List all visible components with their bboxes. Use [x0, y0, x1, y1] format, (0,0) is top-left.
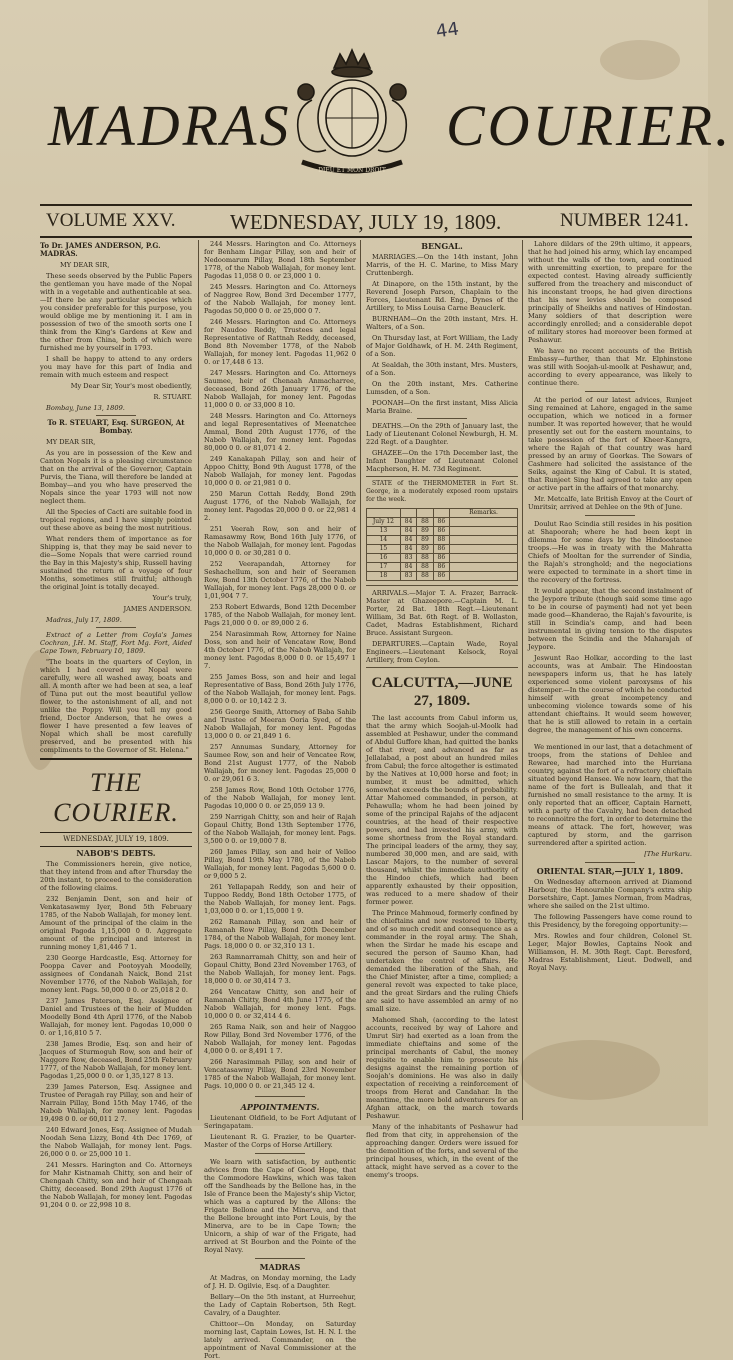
column-4: [528, 240, 692, 1120]
claim-entry: 257 Annumas Sundary, Attorney for Saumee Row, son and heir of Vencatee Row, Bond 21st August 1777, of the Nabob Wallajah, for money lent. Pagodas 25,000 0 0. or 29,061 6 3.: [204, 743, 356, 783]
calcutta-heading: CALCUTTA,—JUNE 27, 1809.: [371, 675, 513, 709]
table-cell: 86: [433, 554, 449, 563]
table-cell: 86: [433, 563, 449, 572]
calcutta-paragraph: Mahomed Shah, (according to the latest accounts, received by way of Lahore and Umrut Sir) had exerted as a loan from the immediate chieftains and some of the principal merchants of Cabul, the money requisite to enable him to prosecute his designs against the remaining portion of Soojah's dominions. He was also in daily expectation of receiving a reinforcement of troops from Herat and Candahar. In the meantime, the more bold adventurers for an Afghan attack, on the march towards Peshawur.: [366, 1016, 518, 1120]
appointment-entry: Lieutenant R. G. Frazier, to be Quarter-Master of the Corps of Horse Artillery.: [204, 1133, 356, 1149]
masthead-rule: [40, 204, 692, 206]
handwritten-number: 44: [434, 18, 461, 43]
letter2-place: Madras, July 17, 1809.: [46, 616, 122, 624]
column-2: [204, 240, 356, 1360]
column-divider: [360, 240, 361, 1120]
oriental-star-heading: ORIENTAL STAR,—JULY 1, 1809.: [536, 866, 684, 876]
title-left: MADRAS: [48, 93, 292, 158]
crest-motto: DIEU ET MON DROIT: [318, 167, 386, 174]
letter2-sign: JAMES ANDERSON.: [123, 605, 192, 613]
letter2-dear: MY DEAR SIR,: [46, 438, 96, 446]
table-cell: 84: [400, 536, 416, 545]
bengal-entry: On Thursday last, at Fort William, the Lady of Major Goldhawk, of H. M. 24th Regiment, of a Son.: [366, 334, 518, 358]
calcutta-paragraph: Many of the inhabitants of Peshawur had fled from that city, in apprehension of the approaching danger. Orders were issued for the demolition of the forts, and several of the principal houses, which, in the event of the attack, might have served as a cover to the enemy's troops.: [366, 1123, 518, 1179]
claim-entry: 244 Messrs. Harington and Co. Attorneys for Benham Lingar Pillay, son and heir of Nedoomarum Pillay, Bond 18th September 1778, of the Nabob Wallajah, for money lent. Pagodas 11,058 0 0. or 23,000 1 0.: [204, 240, 356, 280]
news-paragraph: On Wednesday afternoon arrived at Diamond Harbour, the Honourable Company's extra ship Dorsetshire, Capt. James Norman, from Madras, where she sailed on the 21st ultimo.: [528, 878, 692, 910]
letter1-place: Bombay, June 13, 1809.: [46, 404, 125, 412]
table-cell: 88: [433, 536, 449, 545]
title-right: COURIER.: [446, 93, 733, 158]
letter2-body3: What renders them of importance as for Shipping is, that they may be said never to die—Some Nopals that were carried round the Bay in this Majesty's ship, Russell having sustained the return of a voyage of four Months, sometimes still fruitful; although the original Joint is totally decayed.: [40, 535, 192, 591]
thermometer-row: [367, 572, 518, 581]
letter1-body: These seeds observed by the Public Papers the gentleman you have made of the Nopal with in a vegetable and authenticable at sea.—If there be any particular species which you consider preferable for this purpose, you would oblige me by mentioning it. I am in possession of two of the smooth sorts one I think from the King's Gardens at Kew and the other from China, both of which were furnished me by yourself in 1793.: [40, 272, 192, 352]
column-divider: [198, 240, 199, 1120]
thermometer-row: [367, 536, 518, 545]
claim-entry: 263 Ramnarramah Chitty, son and heir of Gopaul Chitty, Bond 23rd November 1763, of the Nabob Wallajah, for money lent. Pags. 18,000 0 0. or 30,414 7 3.: [204, 953, 356, 985]
extract-title: Extract of a Letter from Coyla's James Cochran, J.H. M. Staff, Fort Mg. Fort, Aided Cape Town, February 10, 1809.: [40, 631, 192, 655]
courier-heading: THE COURIER.: [53, 768, 179, 827]
header-cell: [433, 509, 449, 518]
claim-entry: 245 Messrs. Harington and Co. Attorneys of Naggree Row, Bond 3rd December 1777, of the Nabob Wallajah, for money lent. Pagodas 50,000 0 0. or 25,000 0 7.: [204, 283, 356, 315]
masthead: [0, 0, 733, 200]
claim-entry: 266 Narasimmah Pillay, son and heir of Vencatasawmy Pillay, Bond 23rd November 1785 of the Nabob Wallajah, for money lent. Pags. 10,000 0 0. or 21,345 12 4.: [204, 1058, 356, 1090]
bengal-entry: On the 20th instant, Mrs. Catherine Lumsden, of a Son.: [366, 380, 518, 396]
claim-entry: 253 Robert Edwards, Bond 12th December 1785, of the Nabob Wallajah, for money lent. Pags 21,000 0 0. or 89,000 2 6.: [204, 603, 356, 627]
bengal-entry: GHAZEE—On the 17th December last, the Infant Daughter of Lieutenant Colonel Macpherson, H. M. 73d Regiment.: [366, 449, 518, 473]
claim-entry: 250 Marun Cottah Reddy, Bond 29th August 1776, of the Nabob Wallajah, for money lent. Pagodas 20,000 0 0. or 22,981 4 2.: [204, 490, 356, 522]
arrivals: ARRIVALS.—Major T. A. Frazer, Barrack-Master at Ghazeepore.—Captain M. L. Porter, 2d Bat. 18th Regt.—Lieutenant William, 3d Bat. 6th Regt. of B. Wollaston, Cadet, Madras Establishment, Richard Bruce. Assistant Surgeon.: [366, 589, 518, 637]
section-rule: [40, 758, 192, 760]
claim-entry: 264 Vencataw Chitty, son and heir of Ramanah Chitty, Bond 4th June 1775, of the Nabob Wallajah, for money lent. Pags. 10,000 0 0. or 32,414 4 6.: [204, 988, 356, 1020]
thermometer-row: [367, 545, 518, 554]
news-paragraph: It would appear, that the second instalment of the Jeypore tribute (though said some time ago to be in course of payment) had not yet been made good—Khanderao, the Rajah's favourite, is still in Scindia's camp, and had been instrumental in giving tension to the disputes between the Scindia and the Maharajah of Jeypore.: [528, 587, 692, 651]
madras-entry: Bellary—On the 5th instant, at Hurreehur, the Lady of Captain Robertson, 5th Regt. Cavalry, of a Daughter.: [204, 1293, 356, 1317]
claim-entry: 254 Narasimmah Row, Attorney for Naine Doss, son and heir of Vencataw Row, Bond 4th October 1776, of the Nabob Wallajah, for money lent. Pagodas 8,000 0 0. or 15,497 1 7.: [204, 630, 356, 670]
bengal-entry: BURNHAM—On the 20th instant, Mrs. H. Walters, of a Son.: [366, 315, 518, 331]
letter1-dear: MY DEAR SIR,: [60, 261, 110, 269]
claim-entry: 259 Narrigah Chitty, son and heir of Rajah Gopaul Chitty, Bond 13th September 1776, of the Nabob Wallajah, for money lent. Pags. 3,500 0 0. or 19,000 7 8.: [204, 813, 356, 845]
royal-crest-icon: [282, 40, 422, 190]
news-paragraph: Mr. Metcalfe, late British Envoy at the Court of Umritsir, arrived at Dehlee on the 9th of June.: [528, 495, 692, 511]
table-cell: 86: [433, 518, 449, 527]
claim-entry: 265 Rama Naik, son and heir of Naggoo Row Pillay, Bond 3rd November 1776, of the Nabob Wallajah, for money lent. Pagodas 4,000 0 0. or 8,491 1 7.: [204, 1023, 356, 1055]
nabobs-claim: 237 James Paterson, Esq. Assignee of Daniel and Trustees of the heir of Mudden Moodelly Bond 4th April 1776, of the Nabob Wallajah, for money lent. Pagodas 10,000 0 0. or 1,16,810 5 7.: [40, 997, 192, 1037]
column-divider: [522, 240, 523, 1120]
volume-label: VOLUME XXV.: [46, 210, 176, 231]
table-cell: 88: [417, 563, 433, 572]
column-1: [40, 240, 192, 1209]
news-paragraph: The following Passengers have come round to this Presidency, by the foregoing opportunity:—: [528, 913, 692, 929]
claim-entry: 251 Veerah Row, son and heir of Ramasawmy Row, Bond 16th July 1776, of the Nabob Wallajah, for money lent. Pagodas 10,000 0 0. or 30,281 0 0.: [204, 525, 356, 557]
bengal-entry: POONAH—On the first instant, Miss Alicia Maria Braine.: [366, 399, 518, 415]
table-cell: 88: [417, 554, 433, 563]
claim-entry: 246 Messrs. Harington and Co. Attorneys for Naudoo Reddy, Trustees and legal Representative of Rattnah Reddy, deceased, Bond 8th November 1778, of the Nabob Wallajah, for money lent. Pagodas 11,962 0 0. or 17,448 6 13.: [204, 318, 356, 366]
letter2-salutation: To R. STEUART, Esq. SURGEON, At Bombay.: [47, 418, 185, 435]
news-paragraph: We learn with satisfaction, by authentic advices from the Cape of Good Hope, that the Commodore Hawkins, which was taken off the Sandheads by the Bellone has, in the Isle of France been the Majesty's ship Victor, which was a captured by the Allons: the Frigate Bellone and the Minerva, and that the Bellone brought into Port Louis, by the Minerva, are to be in Cape Town; the Unicorn, a ship of war of the Frigate, had arrived at St Bourbon and the Pointe of the Royal Navy.: [204, 1158, 356, 1254]
nabobs-claim: 230 George Hardcastle, Esq. Attorney for Pooppa Caver and Pootoyyah Moodelly, assignees of Condanah Naick, Bond 21st November 1776, of the Nabob Wallajah, for money lent. Pags. 50,000 0 0. or 25,018 2 0.: [40, 954, 192, 994]
nabobs-claim: 238 James Brodie, Esq. son and heir of Jacques of Sturmoguh Row, son and heir of Naggore Row, deceased, Bond 25th February 1777, of the Nabob Wallajah, for money lent. Pagodas 1,25,000 0 0. or 1,35,127 8 13.: [40, 1040, 192, 1080]
table-cell: [450, 554, 518, 563]
section-rule: [40, 846, 192, 847]
claim-entry: 261 Yellapapah Reddy, son and heir of Tuppoo Reddy, Bond 18th October 1775, of the Nabob Wallajah, for money lent. Pags. 1,03,000 0 0. or 1,15,000 1 9.: [204, 883, 356, 915]
madras-entry: Chittoor—On Monday, on Saturday morning last, Captain Lowes, Ist. H. N. I. the lately arrived. Commander, on the appointment of Naval Commissioner at the Port.: [204, 1320, 356, 1360]
table-cell: 86: [433, 572, 449, 581]
calcutta-paragraph: The Prince Mahmoud, formerly confined by the chieftains and now restored to liberty, and of so much credit and consequence as a commander in the royal army. The Shah, when the Sirdar he made his escape and secured the person of Saumo Khan, had undertaken the control of affairs. He demanded the liberation of the Shah, and the Chief Minister, after a time, complied; a general revolt was expected to take place, and the great Sirdars and the ruling Chiefs are said to have assembled an army of no small size.: [366, 909, 518, 1013]
bengal-entry: DEATHS.—On the 29th of January last, the Lady of Lieutenant Colonel Newburgh, H. M. 22d Regt. of a Daughter.: [366, 422, 518, 446]
table-cell: 84: [400, 563, 416, 572]
news-paragraph: We mentioned in our last, that a detachment of troops, from the stations of Dehlee and Rewaree, had marched into the Hurriana country, against the fort of a refractory chieftain situated beyond Hansee. We now learn, that the name of the fort is Bullealah, and that it furnished no small resistance to the army. It is only reported that an officer, Captain Harnett, with a party of the Cavalry, had been detached to reconnoitre the fort, in order to determine the means of attack. The fort, however, was captured by storm, and the garrison surrendered after a spirited action.: [528, 743, 692, 847]
claim-entry: 248 Messrs. Harington and Co. Attorneys and legal Representatives of Meenatchee Ammal, Bond 20th August 1776, of the Nabob Wallajah, for money lent. Pagodas 80,000 0 0. or 81,071 4 2.: [204, 412, 356, 452]
claim-entry: 247 Messrs. Harington and Co. Attorneys Saumee, heir of Chenaah Anmacharree, deceased, Bond 26th January 1776, of the Nabob Wallajah, for money lent. Pagodas 11,000 0 0. or 33,000 8 10.: [204, 369, 356, 409]
departures: DEPARTURES.—Captain Wade, Royal Engineers.—Lieutenant Kelsock, Royal Artillery, from Ceylon.: [366, 640, 518, 664]
table-cell: 84: [400, 518, 416, 527]
dateline: [40, 210, 692, 236]
table-cell: 15: [367, 545, 401, 554]
nabobs-claim: 232 Benjamin Dent, son and heir of Venkatasawmy Iyer, Bond 5th February 1785, of the Nabob Wallajah, for money lent. Amount of the principal of the claim in the original Pagoda 1,15,000 0 0. Aggregate amount of the principal and interest in running money 1,81,446 7 1.: [40, 895, 192, 951]
nabobs-claim: 241 Messrs. Harington and Co. Attorneys for Mahr Kistnamah Chitty, son and heir of Chengaah Chitty, son and heir of Chengaah Chitty, deceased. Bond 29th August 1776 of the Nabob Wallajah, for money lent. Pagodas 91,204 0 0. or 22,998 10 8.: [40, 1161, 192, 1209]
courier-date: WEDNESDAY, JULY 19, 1809.: [63, 835, 169, 843]
news-paragraph: At the period of our latest advices, Runjeet Sing remained at Lahore, engaged in the same occupation, which we noticed in a former number. It was reported however, that he would presently set out for the eastern mountains, to take possession of the fort of Kheer-Kangra, where the Rajah of that country was hard pressed by an army of Goorkas. The Sowars of Cashmere had solicited the assistance of the Seiks, against the King of Cabul. It is stated, that Runjeet Sing had agreed to take any open or active part in the affairs of that monarchy.: [528, 396, 692, 492]
claim-entry: 260 James Pillay, son and heir of Velloo Pillay, Bond 19th May 1780, of the Nabob Wallajah, for money lent. Pagodas 5,600 0 0. or 9,000 5 2.: [204, 848, 356, 880]
claim-entry: 258 James Row, Bond 10th October 1776, of the Nabob Wallajah, for money lent. Pagodas 10,000 0 0. or 25,059 13 9.: [204, 786, 356, 810]
thermometer-row: [367, 554, 518, 563]
letter1-salutation: To Dr. JAMES ANDERSON, P.G. MADRAS.: [40, 241, 161, 258]
table-cell: 84: [400, 527, 416, 536]
columns: [40, 240, 696, 1360]
thermometer-row: [367, 563, 518, 572]
nabobs-body: The Commissioners herein, give notice, that they intend from and after Thursday the 20th instant, to proceed to the consideration of the following claims.: [40, 860, 192, 892]
divider: [585, 515, 635, 516]
calcutta-paragraph: The last accounts from Cabul inform us, that the army which Soojah-ul-Moolk had assembled at Peshawur, under the command of Abdul Guffore khan, had quitted the banks of that river, and advanced as far as Jellalabad, a post about an hundred miles from Cabul; the force altogether is estimated by the Natives at 10,000 horse and foot; in number, it must be admitted, which somewhat exceeds the bounds of probability. Attar Mahomed commanded, in person, at Pehawulla; whom he had been joined by some of the principal Rajahs of the adjacent countries, at the head of their respective powers, and had invested his army, with some shortness from the Royal standard. The principal leaders of the army, they say, numbered 30,000 men, and are said, with Lascar Majors, to the number of several thousand, whilst the immediate authority of the Hindoo chiefs, which had been apparently exhausted by their opposition, was reduced to a mere shadow of their former power.: [366, 714, 518, 906]
claim-entry: 262 Ramanah Pillay, son and heir of Ramanah Row Pillay, Bond 20th December 1784, of the Nabob Wallajah, for money lent. Pags. 18,000 0 0. or 32,310 13 1.: [204, 918, 356, 950]
letter1-sign: R. STUART.: [153, 393, 192, 401]
thermometer-header-row: [367, 509, 518, 518]
table-cell: 14: [367, 536, 401, 545]
news-paragraph: Mrs. Rowles and four children, Colonel St. Leger, Major Bowles, Captains Nook and Williamson, H. M. 30th Regt. Capt. Beresford, Madras Establishment, Lieut. Dodwell, and Royal Navy.: [528, 932, 692, 972]
table-cell: [450, 563, 518, 572]
bengal-entry: MARRIAGES.—On the 14th instant, John Marris, of the H. C. Marine, to Miss Mary Cruttenbergh.: [366, 253, 518, 277]
madras-entry: At Madras, on Monday morning, the Lady of J. H. D. Ogilvie, Esq. of a Daughter.: [204, 1274, 356, 1290]
divider: [417, 418, 467, 419]
issue-number: NUMBER 1241.: [560, 210, 689, 231]
claim-entry: 255 James Boss, son and heir and legal Representative of Bass, Bond 26th July 1776, of the Nabob Wallajah, for money lent. Pags. 8,000 0 0. or 10,142 2 3.: [204, 673, 356, 705]
thermometer-row: [367, 518, 518, 527]
remarks-header: Remarks.: [450, 509, 518, 518]
table-cell: [450, 527, 518, 536]
section-rule: [40, 832, 192, 833]
header-cell: [400, 509, 416, 518]
divider: [96, 415, 136, 416]
claim-entry: 256 George Smith, Attorney of Baba Sahib and Trustee of Meeran Ooria Syed, of the Nabob Wallajah, for money lent. Pagodas 13,000 0 0. or 21,849 1 6.: [204, 708, 356, 740]
news-paragraph: Jeswunt Rao Holkar, according to the last accounts, was at Ambair. The Hindoostan newspapers inform us, that he has lately experienced some violent paroxysms of his distemper.—In the course of which he conducted himself with great incompetency and unbecoming violence towards some of his attendant chieftains. It would seem however, that he is still allowed to retain in a certain degree, the management of his own concerns.: [528, 654, 692, 734]
divider: [366, 476, 518, 477]
divider: [255, 1153, 305, 1154]
bengal-entry: At Dinapore, on the 15th instant, by the Reverend Joseph Parson, Chaplain to the Forces, Lieutenant Rd. Eng., Dynes of the Artillery, to Miss Louisa Carne Beauclerk.: [366, 280, 518, 312]
table-cell: 88: [417, 572, 433, 581]
thermometer-row: [367, 527, 518, 536]
letter1-body2: I shall be happy to attend to any orders you may have for this part of India and remain with much esteem and respect: [40, 355, 192, 379]
bengal-heading: BENGAL.: [421, 241, 463, 251]
table-cell: [450, 545, 518, 554]
header-cell: [367, 509, 401, 518]
extract-body: "The boats in the quarters of Ceylon, in which I had covered my Nopal were carefully, were all washed away, boats and all. A month after we had been at sea, a leaf of Tuna put out the most beautiful yellow flower, to the astonishment of all, and not unlike the Poppy. Will you tell my good friend, Doctor Anderson, that he owes a flower I have presented a few leaves of Nopal which shall be most carefully preserved, and be presented with his compliments to the Governor of St. Helena.": [40, 658, 192, 754]
bengal-entry: At Sealdah, the 30th instant, Mrs. Musters, of a Son.: [366, 361, 518, 377]
claim-entry: 249 Kanakapah Pillay, son and heir of Appoo Chitty, Bond 9th August 1778, of the Nabob Wallajah, for money lent. Pagodas 10,000 0 0. or 21,981 0 0.: [204, 455, 356, 487]
column-3: [366, 240, 518, 1179]
table-cell: July 12: [367, 518, 401, 527]
table-cell: 89: [417, 527, 433, 536]
appointment-entry: Lieutenant Oldfield, to be Fort Adjutant of Seringapatam.: [204, 1114, 356, 1130]
table-cell: 88: [417, 518, 433, 527]
table-cell: [450, 536, 518, 545]
divider: [96, 627, 136, 628]
divider: [255, 1096, 305, 1097]
source-credit: [The Hurkaru.: [644, 850, 692, 858]
nabobs-heading: NABOB'S DEBTS.: [76, 848, 156, 858]
issue-date: WEDNESDAY, JULY 19, 1809.: [230, 210, 502, 234]
news-paragraph: Lahore dildars of the 29th ultimo, it appears, that he had joined his army, which lay encamped without the walls of the town, and continued with unremitting exertion, to prepare for the expected contest. Having already sufficiently suffered from the treachery and misconduct of his inconstant troops, he had given directions that his new levies should be composed principally of Sheikhs and natives of Hindostan. Many soldiers of that description were accordingly enrolled; and a considerable depot of military stores had moreover been formed at Peshawur.: [528, 240, 692, 344]
table-cell: [450, 518, 518, 527]
thermometer-table: [366, 508, 518, 581]
header-cell: [417, 509, 433, 518]
weather-title: STATE of the THERMOMETER in Fort St. George, in a moderately exposed room upstairs for the week.: [366, 480, 518, 503]
table-cell: 18: [367, 572, 401, 581]
table-cell: 89: [417, 545, 433, 554]
news-paragraph: We have no recent accounts of the British Embassy—further, than that Mr. Elphinstone was still with Soojah-ul-moolk at Peshawur, and, according to every appearance, was likely to continue there.: [528, 347, 692, 387]
dateline-rule: [40, 236, 692, 238]
nabobs-claim: 239 James Paterson, Esq. Assignee and Trustee of Peragah ray Pillay, son and heir of Narrain Pillay, Bond 15th May 1746, of the Nabob Wallajah, for money lent. Pagodas 19,498 0 0. or 60,011 2 7.: [40, 1083, 192, 1123]
claim-entry: 252 Veerapandah, Attorney for Seshachellum, son and heir of Seeramen Row, Bond 13th October 1776, of the Nabob Wallajah, for money lent. Pags 28,000 0 0. or 1,01,904 7 7.: [204, 560, 356, 600]
table-cell: 89: [417, 536, 433, 545]
divider: [366, 667, 518, 668]
divider: [585, 862, 635, 863]
table-cell: 84: [400, 545, 416, 554]
letter2-body2: All the Species of Cacti are suitable food in tropical regions, and I have simply pointed out these above as being the most nutritious.: [40, 508, 192, 532]
table-cell: 17: [367, 563, 401, 572]
divider: [585, 391, 635, 392]
table-cell: [450, 572, 518, 581]
appointments-heading: APPOINTMENTS.: [240, 1102, 320, 1112]
table-cell: 86: [433, 545, 449, 554]
nabobs-claim: 240 Edward Jones, Esq. Assignee of Mudah Noodah Sena Lizzy, Bond 4th Dec 1769, of the Nabob Wallajah, for money lent. Pags. 26,000 0 0. or 25,000 10 1.: [40, 1126, 192, 1158]
letter2-body: As you are in possession of the Kew and Canton Nopals it is a pleasing circumstance that on the arrival of the Governor, Captain Purvis, the Tiana, will therefore be landed at Bombay—and you who have preserved the Nopals since the year 1793 will not now neglect them.: [40, 449, 192, 505]
table-cell: 13: [367, 527, 401, 536]
letter2-close: Your's truly,: [152, 594, 192, 602]
letter1-close: My Dear Sir, Your's most obediently,: [70, 382, 192, 390]
divider: [255, 1258, 305, 1259]
divider: [585, 738, 635, 739]
table-cell: 83: [400, 572, 416, 581]
table-cell: 86: [433, 527, 449, 536]
news-paragraph: Doulut Rao Scindia still resides in his position at Shapoorah; where he had been kept in dilemma for some days by the Hindoostanee troops.—He was in treaty with the Mahratta Chiefs of Mooltan for the surrender of Sindia, the Rajah's stronghold; and the negociations were expected to terminate in a short time in the recovery of the fortress.: [528, 520, 692, 584]
divider: [366, 585, 518, 586]
table-cell: 16: [367, 554, 401, 563]
madras-heading: MADRAS: [259, 1262, 301, 1272]
table-cell: 83: [400, 554, 416, 563]
